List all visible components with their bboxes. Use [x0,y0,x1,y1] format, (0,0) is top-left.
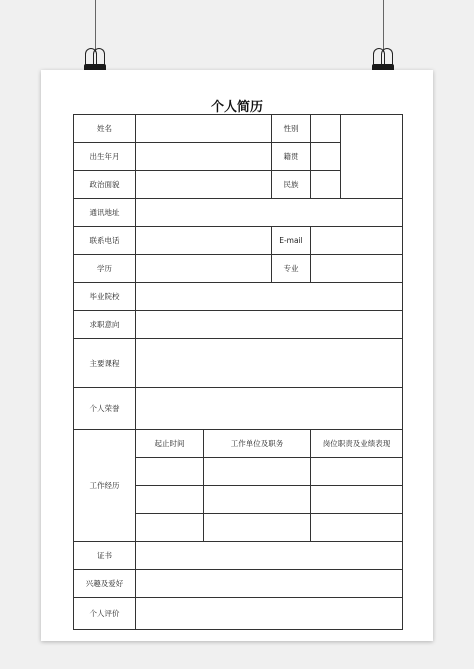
work-row-2-period[interactable] [136,486,204,514]
field-job-intention[interactable] [136,311,403,339]
label-address: 通讯地址 [74,199,136,227]
field-native-place[interactable] [311,143,341,171]
work-row-3-period[interactable] [136,514,204,542]
label-main-courses: 主要课程 [74,339,136,388]
label-birth: 出生年月 [74,143,136,171]
label-major: 专业 [272,255,311,283]
field-name[interactable] [136,115,272,143]
field-certificates[interactable] [136,542,403,570]
label-self-evaluation: 个人评价 [74,598,136,630]
label-work-experience: 工作经历 [74,430,136,542]
field-address[interactable] [136,199,403,227]
left-hanging-wire [95,0,96,52]
field-self-evaluation[interactable] [136,598,403,630]
label-email: E-mail [272,227,311,255]
label-school: 毕业院校 [74,283,136,311]
label-education: 学历 [74,255,136,283]
label-phone: 联系电话 [74,227,136,255]
work-row-3-company[interactable] [204,514,311,542]
label-gender: 性别 [272,115,311,143]
field-phone[interactable] [136,227,272,255]
photo-box[interactable] [341,115,403,199]
field-education[interactable] [136,255,272,283]
field-political-status[interactable] [136,171,272,199]
field-email[interactable] [311,227,403,255]
label-ethnicity: 民族 [272,171,311,199]
page-title: 个人简历 [210,100,263,115]
label-political-status: 政治面貌 [74,171,136,199]
label-native-place: 籍贯 [272,143,311,171]
field-hobbies[interactable] [136,570,403,598]
field-honors[interactable] [136,388,403,430]
work-row-1-period[interactable] [136,458,204,486]
work-row-2-duties[interactable] [311,486,403,514]
work-col-duties-performance: 岗位职责及业绩表现 [311,430,403,458]
label-name: 姓名 [74,115,136,143]
field-ethnicity[interactable] [311,171,341,199]
work-row-3-duties[interactable] [311,514,403,542]
field-major[interactable] [311,255,403,283]
work-row-2-company[interactable] [204,486,311,514]
resume-form-grid [73,114,403,630]
label-honors: 个人荣誉 [74,388,136,430]
work-row-1-duties[interactable] [311,458,403,486]
field-gender[interactable] [311,115,341,143]
field-main-courses[interactable] [136,339,403,388]
label-certificates: 证书 [74,542,136,570]
label-hobbies: 兴趣及爱好 [74,570,136,598]
label-job-intention: 求职意向 [74,311,136,339]
field-school[interactable] [136,283,403,311]
work-col-company-position: 工作单位及职务 [204,430,311,458]
work-row-1-company[interactable] [204,458,311,486]
field-birth[interactable] [136,143,272,171]
right-hanging-wire [383,0,384,52]
work-col-period: 起止时间 [136,430,204,458]
